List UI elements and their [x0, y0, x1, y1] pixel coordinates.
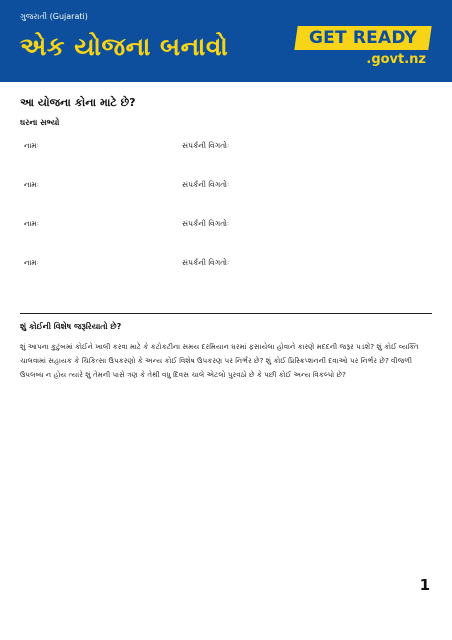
name-label: નામઃ — [24, 141, 39, 150]
contact-details-label: સંપર્કની વિગતોઃ — [182, 180, 230, 189]
name-label: નામઃ — [24, 258, 39, 267]
member-row — [20, 258, 432, 272]
logo-main-text: GET READY — [309, 28, 417, 48]
special-needs-title: શું કોઈની વિશેષ જરૂરિયાતો છે? — [20, 322, 122, 331]
header-banner — [0, 0, 452, 82]
contact-details-label: સંપર્કની વિગતોઃ — [182, 141, 230, 150]
page-number: 1 — [419, 576, 430, 594]
household-heading: ઘરના સભ્યો — [20, 118, 60, 127]
name-label: નામઃ — [24, 180, 39, 189]
member-row — [20, 180, 432, 194]
special-needs-body: શું આપના કુટુંબમાં કોઈને ખાલી કરવા માટે કે કટોકટીના સમય દરમિયાન ઘરમાં ફસાયેલા હોવાને કારણે મદદની જરૂર પડશે? શું કોઈ વ્યક્તિ ચાલવામાં સહાયક કે ચિકિત્સા ઉપકરણો કે અન્ય કોઈ વિશેષ ઉપકરણ પર નિર્ભર છે? શું કોઈ પ્રિસ્ક્રિપ્શનની દવાઓ પર નિર્ભર છે? વીજળી ઉપલબ્ધ ન હોય ત્યારે શું તેમની પાસે ત્રણ કે તેથી વધુ દિવસ ચાલે એટલો પુરવઠો છે કે પછી કોઈ અન્ય વિકલ્પો છે? — [20, 342, 419, 379]
member-row — [20, 141, 432, 155]
language-label: ગુજરાતી (Gujarati) — [20, 12, 88, 21]
page-title: એક યોજના બનાવો — [20, 32, 229, 61]
plan-section-title: આ યોજના કોના માટે છે? — [20, 96, 136, 109]
contact-details-label: સંપર્કની વિગતોઃ — [182, 219, 230, 228]
contact-details-label: સંપર્કની વિગતોઃ — [182, 258, 230, 267]
logo-main-badge — [294, 26, 431, 50]
member-row — [20, 219, 432, 233]
name-label: નામઃ — [24, 219, 39, 228]
section-divider — [20, 313, 432, 314]
logo-domain-text: .govt.nz — [366, 52, 426, 67]
get-ready-logo — [296, 26, 432, 70]
